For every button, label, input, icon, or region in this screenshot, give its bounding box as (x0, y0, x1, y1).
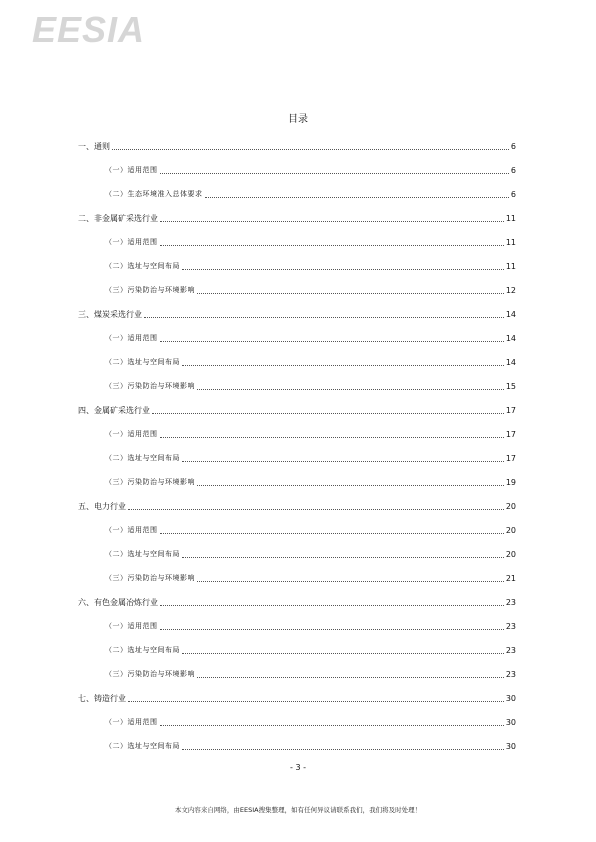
toc-entry-page: 21 (505, 573, 516, 583)
toc-entry-title: （一）适用范围 (105, 166, 158, 174)
toc-dot-leader (160, 725, 504, 726)
toc-dot-leader (160, 629, 504, 630)
toc-dot-leader (197, 677, 504, 678)
toc-subsection-entry[interactable] (78, 350, 516, 374)
toc-subsection-entry[interactable] (78, 566, 516, 590)
toc-dot-leader (128, 701, 504, 702)
toc-entry-title: 五、电力行业 (78, 501, 126, 511)
toc-entry-page: 15 (505, 381, 516, 391)
toc-dot-leader (160, 341, 504, 342)
toc-entry-page: 17 (505, 429, 516, 439)
toc-subsection-entry[interactable] (78, 542, 516, 566)
toc-entry-title: （一）适用范围 (105, 238, 158, 246)
toc-dot-leader (197, 293, 504, 294)
toc-dot-leader (182, 653, 504, 654)
toc-subsection-entry[interactable] (78, 158, 516, 182)
toc-entry-title: （三）污染防治与环境影响 (105, 382, 195, 390)
toc-dot-leader (112, 149, 509, 150)
toc-entry-title: 六、有色金属冶炼行业 (78, 597, 158, 607)
eesia-logo: EESIA (32, 9, 146, 50)
toc-subsection-entry[interactable] (78, 230, 516, 254)
toc-subsection-entry[interactable] (78, 182, 516, 206)
toc-subsection-entry[interactable] (78, 734, 516, 758)
toc-entry-page: 30 (505, 717, 516, 727)
toc-dot-leader (160, 221, 504, 222)
toc-entry-title: （三）污染防治与环境影响 (105, 670, 195, 678)
toc-section-entry[interactable] (78, 206, 516, 230)
toc-entry-title: 一、通则 (78, 141, 110, 151)
toc-entry-page: 6 (510, 141, 516, 151)
toc-dot-leader (182, 461, 504, 462)
toc-subsection-entry[interactable] (78, 254, 516, 278)
toc-entry-title: （二）选址与空间布局 (105, 742, 180, 750)
toc-section-entry[interactable] (78, 398, 516, 422)
toc-entry-page: 17 (505, 453, 516, 463)
toc-entry-page: 11 (505, 213, 516, 223)
toc-entry-page: 11 (505, 261, 516, 271)
toc-dot-leader (152, 413, 504, 414)
toc-dot-leader (182, 557, 504, 558)
toc-entry-page: 20 (505, 549, 516, 559)
toc-subsection-entry[interactable] (78, 326, 516, 350)
toc-dot-leader (160, 173, 509, 174)
toc-dot-leader (160, 245, 504, 246)
toc-entry-title: （一）适用范围 (105, 334, 158, 342)
toc-entry-page: 20 (505, 501, 516, 511)
toc-entry-title: （一）适用范围 (105, 430, 158, 438)
toc-entry-title: （一）适用范围 (105, 718, 158, 726)
toc-entry-page: 12 (505, 285, 516, 295)
toc-dot-leader (182, 365, 504, 366)
toc-dot-leader (182, 269, 504, 270)
toc-entry-title: 三、煤炭采选行业 (78, 309, 142, 319)
toc-dot-leader (160, 437, 504, 438)
toc-entry-title: （二）选址与空间布局 (105, 262, 180, 270)
toc-subsection-entry[interactable] (78, 638, 516, 662)
toc-entry-title: 二、非金属矿采选行业 (78, 213, 158, 223)
toc-dot-leader (182, 749, 504, 750)
toc-title: 目录 (288, 114, 308, 125)
toc-entry-title: （一）适用范围 (105, 526, 158, 534)
toc-entry-title: （三）污染防治与环境影响 (105, 574, 195, 582)
toc-entry-title: （三）污染防治与环境影响 (105, 478, 195, 486)
toc-section-entry[interactable] (78, 302, 516, 326)
toc-subsection-entry[interactable] (78, 374, 516, 398)
toc-entry-page: 6 (510, 189, 516, 199)
toc-section-entry[interactable] (78, 494, 516, 518)
toc-entry-title: （二）选址与空间布局 (105, 358, 180, 366)
toc-entry-page: 14 (505, 309, 516, 319)
toc-entry-title: （二）选址与空间布局 (105, 646, 180, 654)
toc-subsection-entry[interactable] (78, 278, 516, 302)
toc-entry-title: （三）污染防治与环境影响 (105, 286, 195, 294)
toc-entry-title: （二）选址与空间布局 (105, 454, 180, 462)
footer-notice: 本文内容来自网络，由EESIA搜集整理，如有任何异议请联系我们，我们将及时处理！ (174, 806, 422, 814)
toc-entry-title: （二）选址与空间布局 (105, 550, 180, 558)
toc-subsection-entry[interactable] (78, 614, 516, 638)
toc-section-entry[interactable] (78, 590, 516, 614)
toc-dot-leader (160, 533, 504, 534)
toc-subsection-entry[interactable] (78, 422, 516, 446)
toc-subsection-entry[interactable] (78, 662, 516, 686)
toc-section-entry[interactable] (78, 134, 516, 158)
toc-entry-page: 20 (505, 525, 516, 535)
toc-entry-page: 14 (505, 333, 516, 343)
toc-entry-page: 23 (505, 645, 516, 655)
toc-entry-title: （二）生态环境准入总体要求 (105, 190, 203, 198)
toc-section-entry[interactable] (78, 686, 516, 710)
toc-entry-page: 17 (505, 405, 516, 415)
toc-entry-page: 23 (505, 621, 516, 631)
toc-dot-leader (128, 509, 504, 510)
toc-entry-page: 23 (505, 669, 516, 679)
toc-dot-leader (197, 581, 504, 582)
toc-subsection-entry[interactable] (78, 470, 516, 494)
toc-entry-title: 七、铸造行业 (78, 693, 126, 703)
page-number: - 3 - (290, 763, 306, 772)
toc-entry-page: 30 (505, 741, 516, 751)
toc-entry-page: 11 (505, 237, 516, 247)
toc-entry-page: 6 (510, 165, 516, 175)
toc-entry-title: （一）适用范围 (105, 622, 158, 630)
toc-entry-page: 23 (505, 597, 516, 607)
toc-subsection-entry[interactable] (78, 710, 516, 734)
toc-dot-leader (197, 485, 504, 486)
toc-entry-title: 四、金属矿采选行业 (78, 405, 150, 415)
toc-subsection-entry[interactable] (78, 518, 516, 542)
toc-dot-leader (197, 389, 504, 390)
toc-entry-page: 19 (505, 477, 516, 487)
toc-dot-leader (144, 317, 504, 318)
toc-dot-leader (160, 605, 504, 606)
toc-entry-page: 30 (505, 693, 516, 703)
toc-dot-leader (205, 197, 509, 198)
toc-subsection-entry[interactable] (78, 446, 516, 470)
toc-entry-page: 14 (505, 357, 516, 367)
